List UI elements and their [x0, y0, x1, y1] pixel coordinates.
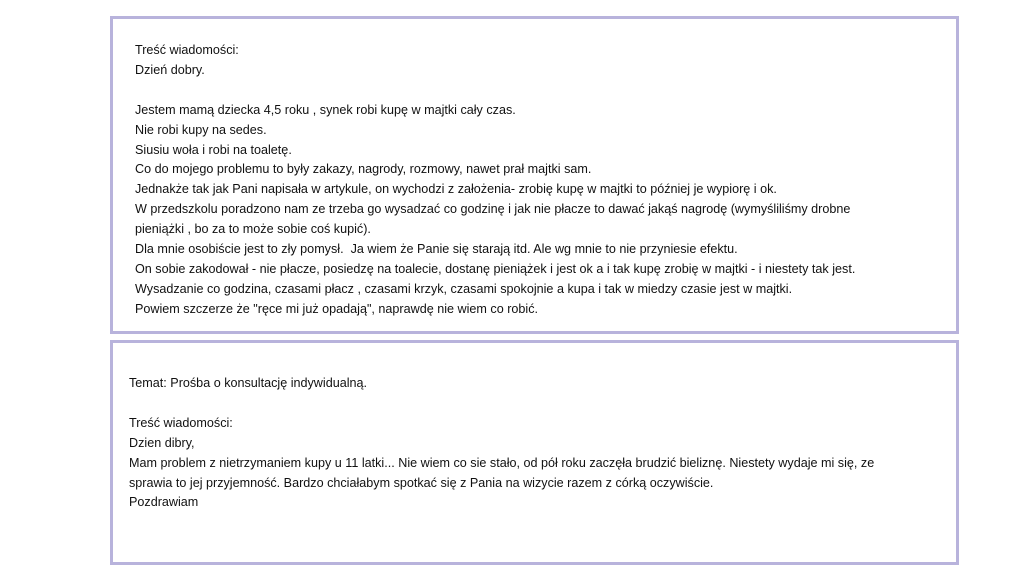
message-line: Dla mnie osobiście jest to zły pomysł. Ja wiem że Panie się starają itd. Ale wg mnie to nie przyniesie efektu.: [135, 242, 738, 257]
greeting: Dzien dibry,: [129, 435, 195, 450]
message-label: Treść wiadomości:: [129, 415, 233, 430]
message-subject: Temat: Prośba o konsultację indywidualną.: [129, 376, 368, 390]
message-card-1: [110, 16, 959, 334]
message-line: Mam problem z nietrzymaniem kupy u 11 latki... Nie wiem co sie stało, od pół roku zaczęła brudzić bieliznę. Niestety wydaje mi się, ze: [129, 455, 875, 470]
message-line: Wysadzanie co godzina, czasami płacz , czasami krzyk, czasami spokojnie a kupa i tak w miedzy czasie jest w majtki.: [135, 281, 793, 296]
message-line: Jednakże tak jak Pani napisała w artykule, on wychodzi z założenia- zrobię kupę w majtki to później je wypiorę i ok.: [135, 182, 777, 197]
message-label: Treść wiadomości:: [135, 43, 239, 57]
message-card-2: [110, 340, 959, 565]
message-line: Powiem szczerze że "ręce mi już opadają", naprawdę nie wiem co robić.: [135, 301, 539, 316]
greeting: Dzień dobry.: [135, 62, 205, 77]
message-line: On sobie zakodował - nie płacze, posiedzę na toalecie, dostanę pieniążek i jest ok a i tak kupę zrobię w majtki - i niestety tak jest.: [135, 261, 856, 276]
blank-line: [129, 394, 956, 414]
closing: Pozdrawiam: [129, 495, 199, 510]
message-line: Co do mojego problemu to były zakazy, nagrody, rozmowy, nawet prał majtki sam.: [135, 162, 592, 177]
message-line: W przedszkolu poradzono nam ze trzeba go wysadzać co godzinę i jak nie płacze to dawać jakąś nagrodę (wymyśliliśmy drobne: [135, 202, 851, 217]
blank-line: [135, 81, 956, 101]
message-line: Jestem mamą dziecka 4,5 roku , synek robi kupę w majtki cały czas.: [135, 102, 516, 117]
message-line: Siusiu woła i robi na toaletę.: [135, 142, 292, 157]
message-line: Nie robi kupy na sedes.: [135, 122, 267, 137]
message-line: sprawia to jej przyjemność. Bardzo chciałabym spotkać się z Pania na wizycie razem z córką oczywiście.: [129, 475, 714, 490]
message-line: pieniążki , bo za to może sobie coś kupić).: [135, 222, 371, 237]
